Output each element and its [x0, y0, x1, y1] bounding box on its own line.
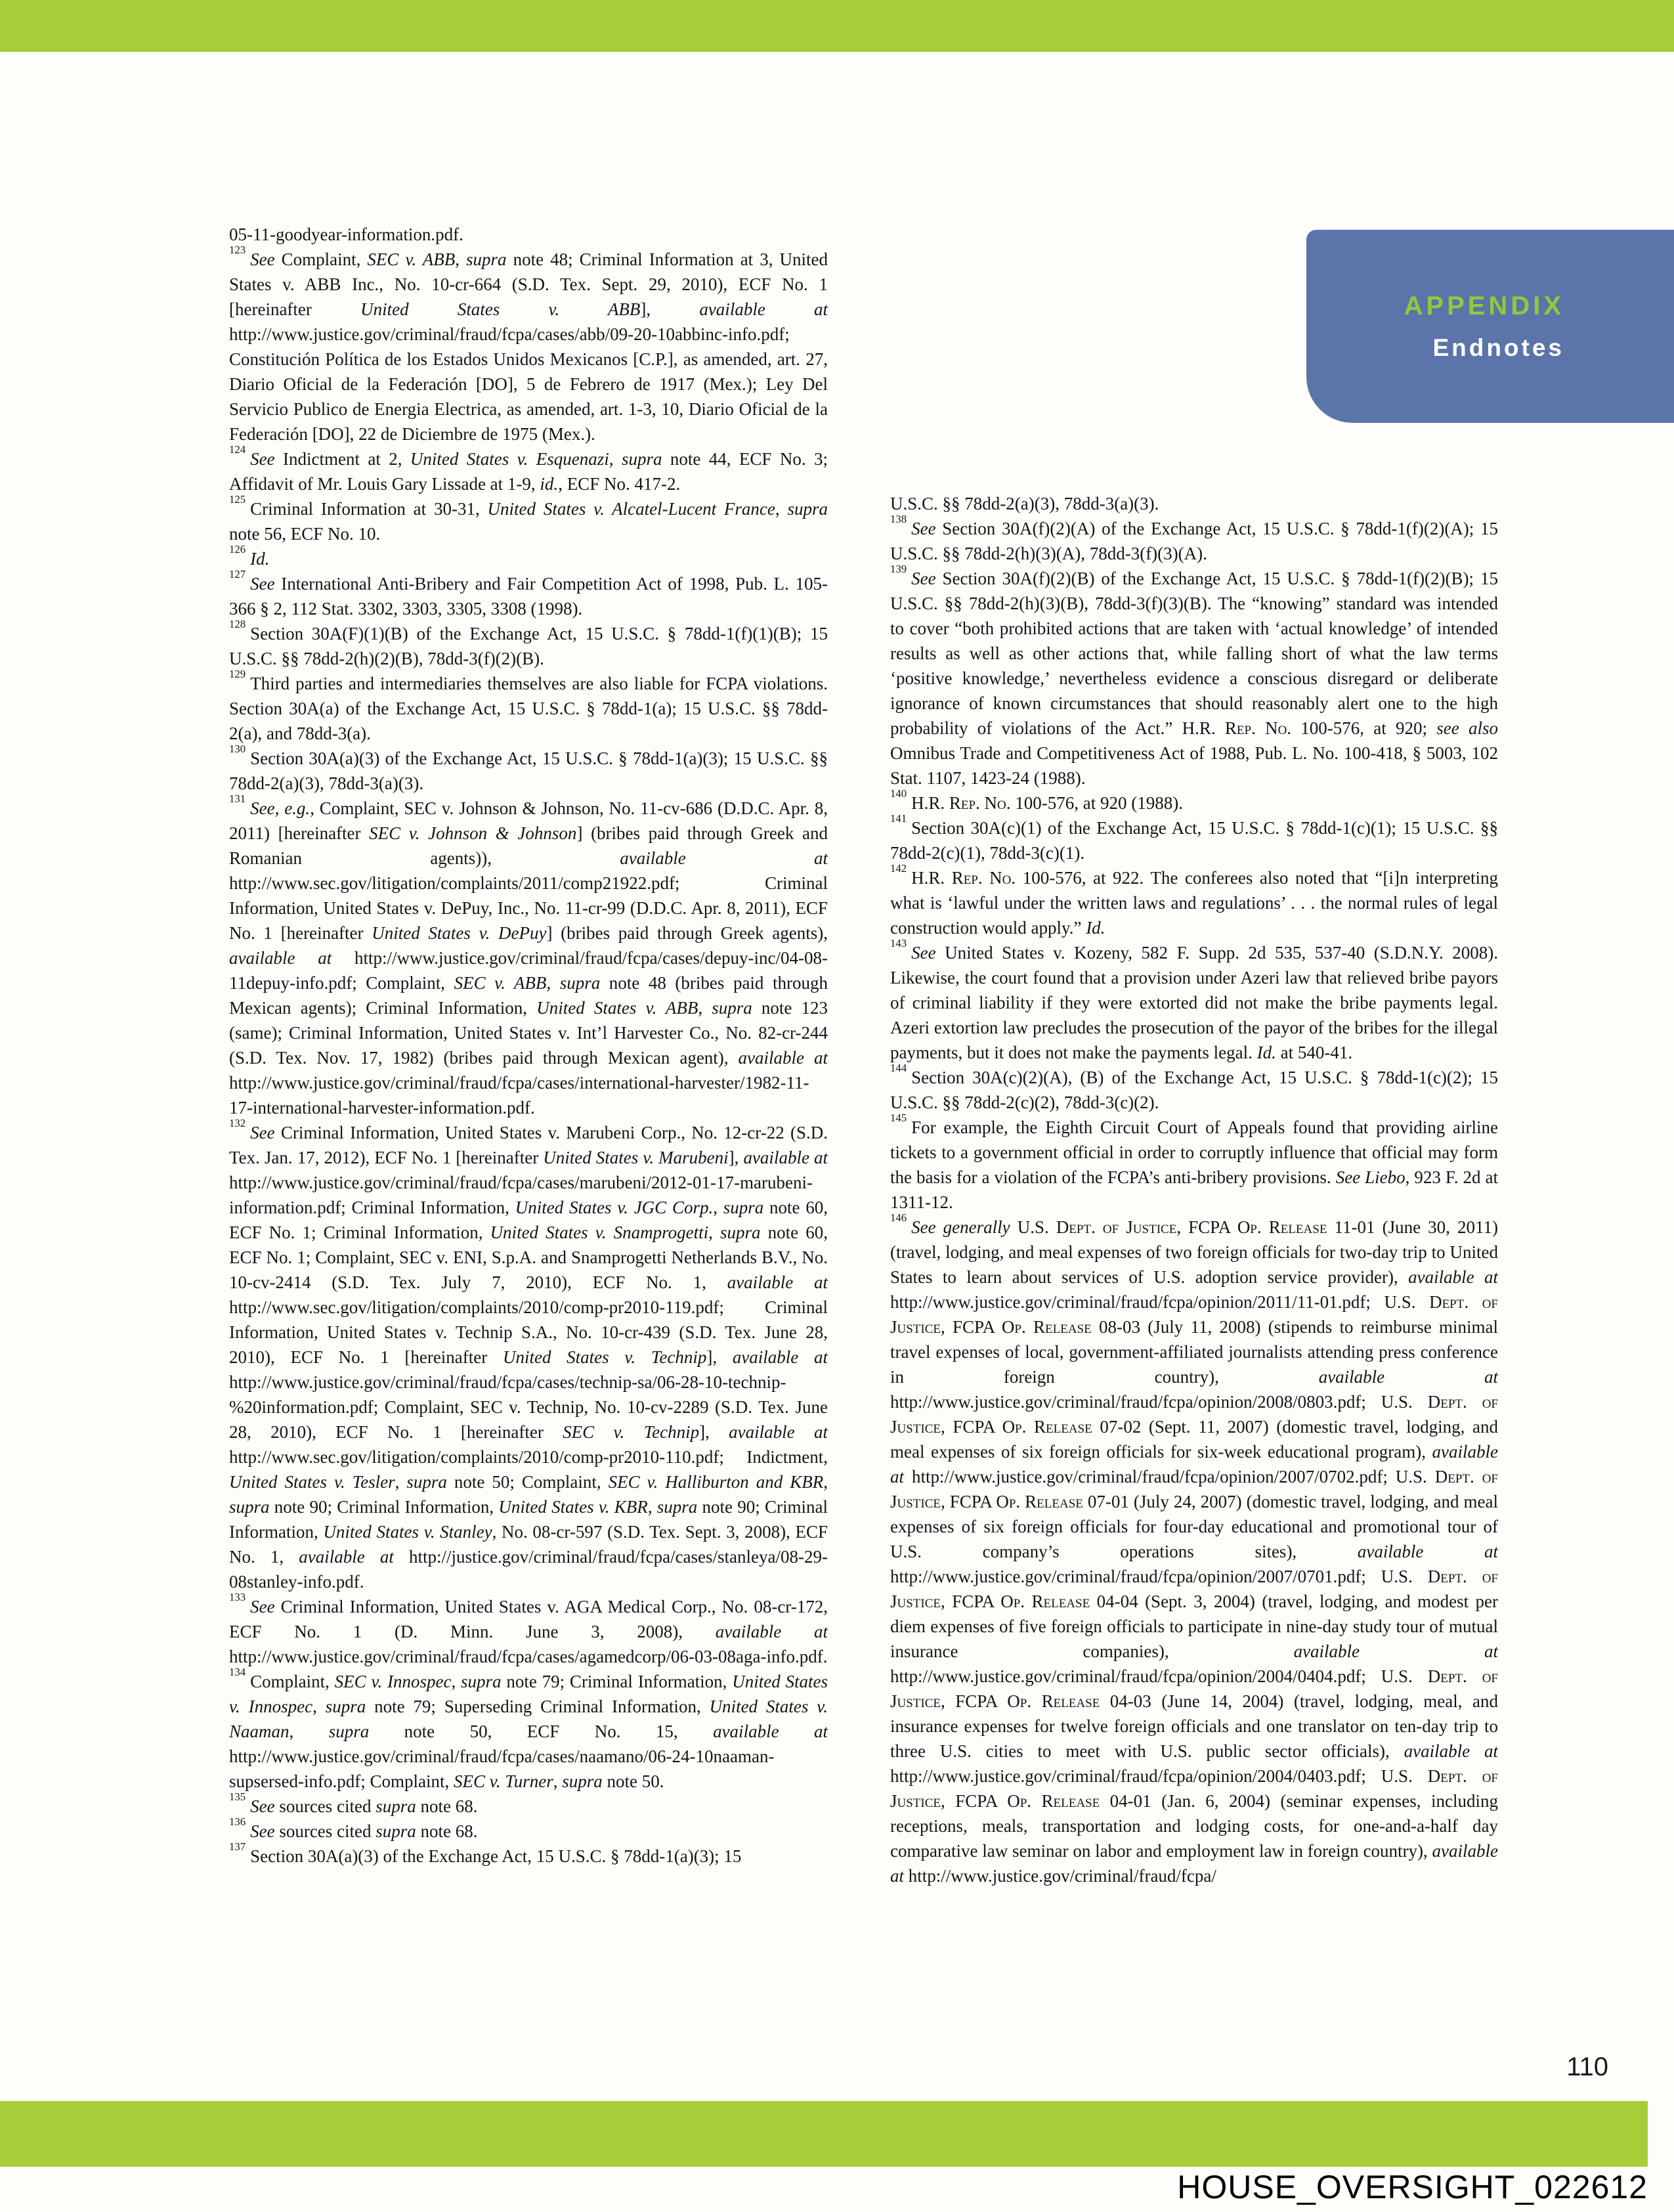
text: 04-03 (June 14, 2004) (travel, lodging, meal, and insurance expenses for twelve foreign officials and one translator on ten-day trip to three U.S. cities to meet with U.S. public sector officials),	[890, 1691, 1498, 1761]
endnote-130	[229, 743, 828, 796]
text: http://www.justice.gov/criminal/fraud/fcpa/cases/depuy-inc/04-08-11depuy-info.pdf; Complaint,	[229, 948, 828, 993]
small-caps-text: Rep. No.	[951, 868, 1016, 888]
italic-text: See	[250, 449, 275, 469]
text: ] (bribes paid through Greek agents),	[546, 923, 828, 943]
italic-text: SEC v. ABB	[367, 249, 456, 269]
text: ],	[640, 299, 700, 319]
italic-text: United States v. ABB	[360, 299, 641, 319]
text: http://www.justice.gov/criminal/fraud/fcpa/cases/agamedcorp/06-03-08aga-info.pdf.	[229, 1647, 828, 1666]
footnote-number: 128	[229, 618, 246, 631]
italic-text: See Liebo	[1335, 1167, 1406, 1187]
small-caps-text: Op. Release	[1002, 1417, 1092, 1437]
italic-text: see also	[1436, 718, 1499, 738]
text: ,	[609, 449, 622, 469]
footnote-number: 136	[229, 1815, 246, 1829]
italic-text: United States v. DePuy	[372, 923, 547, 943]
text: http://www.justice.gov/criminal/fraud/fcpa/opinion/2007/0701.pdf; U.S.	[890, 1567, 1428, 1586]
text: 100-576, at 920 (1988).	[1010, 793, 1183, 813]
italic-text: Id.	[250, 549, 270, 569]
text: Section 30A(F)(1)(B) of the Exchange Act, 15 U.S.C. § 78dd-1(f)(1)(B); 15 U.S.C. §§ 78dd-2(h)(2)(B), 78dd-3(f)(2)(B).	[229, 624, 828, 668]
footnote-number: 129	[229, 668, 246, 681]
footnote-number: 133	[229, 1591, 246, 1604]
text: , FCPA	[1176, 1217, 1237, 1237]
italic-text: supra	[562, 1771, 603, 1791]
italic-text: Id.	[1086, 918, 1105, 938]
text: 05-11-goodyear-information.pdf.	[229, 225, 463, 244]
text: , FCPA	[941, 1317, 1002, 1337]
bottom-green-bar	[0, 2101, 1648, 2167]
small-caps-text: Op. Release	[1007, 1691, 1100, 1711]
italic-text: supra	[328, 1722, 370, 1741]
footnote-number: 142	[890, 862, 907, 875]
text: International Anti-Bribery and Fair Competition Act of 1998, Pub. L. 105-366 § 2, 112 Stat. 3302, 3303, 3305, 3308 (1998).	[229, 574, 828, 618]
text: 100-576, at 922. The conferees also noted that “[i]n interpreting what is ‘lawful under the written laws and regulations’ . . . the normal rules of legal construction would apply.”	[890, 868, 1499, 938]
text: ],	[699, 1422, 729, 1442]
small-caps-text: Dept. of Justice	[890, 1292, 1498, 1337]
footnote-number: 141	[890, 812, 907, 825]
text: Complaint,	[250, 1672, 335, 1691]
italic-text: United States v. Esquenazi	[410, 449, 609, 469]
italic-text: available at	[1357, 1542, 1498, 1561]
text: ,	[289, 1722, 329, 1741]
italic-text: United States v. Alcatel-Lucent France	[487, 499, 775, 519]
text: note 123 (same); Criminal Information, United States v. Int’l Harvester Co., No. 82-cr-244 (S.D. Tex. Nov. 17, 1982) (bribes paid through Mexican agent),	[229, 998, 828, 1068]
italic-text: SEC v. ABB, supra	[454, 973, 601, 993]
italic-text: See	[911, 943, 936, 963]
italic-text: United States v. Technip	[502, 1347, 707, 1367]
italic-text: See	[250, 249, 275, 269]
footnote-number: 126	[229, 543, 246, 556]
endnote-135	[229, 1790, 828, 1819]
text: http://www.justice.gov/criminal/fraud/fcpa/opinion/2008/0803.pdf; U.S.	[890, 1392, 1428, 1412]
endnote-132	[229, 1117, 828, 1594]
italic-text: available at	[1318, 1367, 1498, 1387]
italic-text: available at	[1404, 1741, 1498, 1761]
text: http://www.sec.gov/litigation/complaints/2010/comp-pr2010-119.pdf; Criminal Information, United States v. Technip S.A., No. 10-cr-439 (S.D. Tex. June 28, 2010), ECF No. 1 [hereinafter	[229, 1297, 828, 1367]
italic-text: SEC v. Turner	[453, 1771, 553, 1791]
small-caps-text: Dept. of Justice	[890, 1567, 1498, 1611]
footnote-number: 137	[229, 1840, 246, 1854]
italic-text: supra	[621, 449, 662, 469]
text: note 56, ECF No. 10.	[229, 524, 381, 544]
text: ] (bribes paid through Greek and Romanian agents)),	[229, 823, 828, 868]
text: at 540-41.	[1276, 1043, 1353, 1062]
italic-text: available at	[229, 948, 332, 968]
small-caps-text: Rep. No.	[949, 793, 1011, 813]
text: 04-04 (Sept. 3, 2004) (travel, lodging, and modest per diem expenses of five foreign officials to participate in nine-day study tour of mutual insurance companies),	[890, 1592, 1499, 1661]
text: Section 30A(a)(3) of the Exchange Act, 15 U.S.C. § 78dd-1(a)(3); 15 U.S.C. §§ 78dd-2(a)(3), 78dd-3(a)(3).	[229, 748, 828, 793]
italic-text: available at	[1293, 1641, 1498, 1661]
italic-text: See	[250, 1597, 275, 1616]
text: ,	[823, 1472, 828, 1492]
text: 07-01 (July 24, 2007) (domestic travel, lodging, and meal expenses of six foreign officials for four-day educational and promotional tour of U.S. company’s operations sites),	[890, 1492, 1499, 1561]
text: Section 30A(f)(2)(B) of the Exchange Act, 15 U.S.C. § 78dd-1(f)(2)(B); 15 U.S.C. §§ 78dd-2(h)(3)(B), 78dd-3(f)(3)(B). The “knowing” standard was intended to cover “both prohibited actions that are taken with ‘actual knowledge’ of intended results as well as other actions that, while falling short of what the law terms ‘positive knowledge,’ nevertheless evidence a conscious disregard or deliberate ignorance of known circumstances that should reasonably alert one to the high probability of violations of the Act.” H.R.	[890, 569, 1498, 738]
text: Omnibus Trade and Competitiveness Act of 1988, Pub. L. No. 100-418, § 5003, 102 Stat. 1107, 1423-24 (1988).	[890, 743, 1498, 788]
endnote-125	[229, 493, 828, 546]
endnote-126	[229, 543, 828, 571]
text: http://www.justice.gov/criminal/fraud/fcpa/cases/naamano/06-24-10naaman-supsersed-info.pdf; Complaint,	[229, 1746, 775, 1791]
footnote-number: 146	[890, 1211, 907, 1225]
italic-text: supra	[376, 1796, 416, 1816]
text: U.S.	[1010, 1217, 1056, 1237]
small-caps-text: Dept. of Justice	[890, 1467, 1498, 1511]
text: 04-01 (Jan. 6, 2004) (seminar expenses, including receptions, meals, transportation and lodging costs, for one-and-a-half day comparative law seminar on labor and employment law in foreign country),	[890, 1791, 1498, 1861]
text: http://www.justice.gov/criminal/fraud/fcpa/	[904, 1866, 1216, 1886]
italic-text: United States v. ABB, supra	[536, 998, 752, 1018]
text: note 90; Criminal Information,	[269, 1497, 499, 1517]
text: , Complaint, SEC v. Johnson & Johnson, No. 11-cv-686 (D.D.C. Apr. 8, 2011) [hereinafter	[229, 798, 828, 843]
italic-text: supra	[406, 1472, 447, 1492]
footnote-number: 134	[229, 1666, 246, 1679]
italic-text: supra	[787, 499, 828, 519]
endnote-146	[890, 1211, 1499, 1888]
footnote-number: 130	[229, 743, 246, 756]
text: note 79; Superseding Criminal Information,	[366, 1697, 710, 1716]
italic-text: supra	[461, 1672, 502, 1691]
italic-text: available at	[727, 1272, 828, 1292]
footnote-number: 143	[890, 937, 907, 950]
text: Section 30A(f)(2)(A) of the Exchange Act, 15 U.S.C. § 78dd-1(f)(2)(A); 15 U.S.C. §§ 78dd-2(h)(3)(A), 78dd-3(f)(3)(A).	[890, 519, 1498, 563]
text: http://www.sec.gov/litigation/complaints/2011/comp21922.pdf; Criminal Information, United States v. DePuy, Inc., No. 11-cr-99 (D.D.C. Apr. 8, 2011), ECF No. 1 [hereinafter	[229, 873, 828, 943]
italic-text: available at	[715, 1622, 828, 1641]
text: ,	[553, 1771, 563, 1791]
text: United States v. Kozeny, 582 F. Supp. 2d 535, 537-40 (S.D.N.Y. 2008). Likewise, the court found that a provision under Azeri law that relieved bribe payors of criminal liability if they were extorted did not make the bribe payments legal. Azeri extortion law precludes the prosecution of the payor of the bribes for the illegal payments, but it does not make the payments legal.	[890, 943, 1498, 1062]
endnote-continuation	[890, 491, 1498, 516]
text: , 923 F. 2d at 1311-12.	[890, 1167, 1498, 1212]
italic-text: United States v. Snamprogetti	[490, 1223, 709, 1242]
italic-text: available at	[729, 1422, 828, 1442]
endnote-144	[890, 1062, 1498, 1115]
text: http://www.justice.gov/criminal/fraud/fcpa/opinion/2007/0702.pdf; U.S.	[904, 1467, 1435, 1486]
small-caps-text: Op. Release	[1007, 1791, 1100, 1811]
top-green-bar	[0, 0, 1674, 52]
footnote-number: 138	[890, 513, 907, 526]
italic-text: available at	[299, 1547, 394, 1567]
text: ,	[713, 1198, 723, 1217]
small-caps-text: Dept. of Justice	[890, 1666, 1498, 1711]
text: ,	[775, 499, 788, 519]
text: note 68.	[416, 1796, 478, 1816]
text: , ECF No. 417-2.	[558, 474, 681, 494]
text: note 79; Criminal Information,	[501, 1672, 733, 1691]
italic-text: SEC v. Innospec	[334, 1672, 452, 1691]
endnotes-column-left	[229, 222, 828, 1869]
italic-text: United States v. KBR	[498, 1497, 648, 1517]
italic-text: supra	[656, 1497, 698, 1517]
endnotes-column-right	[890, 491, 1498, 1888]
italic-text: United States v. JGC Corp.	[515, 1198, 714, 1217]
text: U.S.C. §§ 78dd-2(a)(3), 78dd-3(a)(3).	[890, 494, 1159, 513]
italic-text: supra	[723, 1198, 764, 1217]
italic-text: available at	[743, 1148, 828, 1167]
small-caps-text: Dept. of Justice	[890, 1766, 1498, 1811]
text: http://www.justice.gov/criminal/fraud/fcpa/cases/technip-sa/06-28-10-technip-%20information.pdf; Complaint, SEC v. Technip, No. 10-cv-2289 (S.D. Tex. June 28, 2010), ECF No. 1 [hereinafter	[229, 1372, 828, 1442]
endnote-141	[890, 812, 1498, 865]
endnote-142	[890, 862, 1499, 940]
italic-text: SEC v. Halliburton and KBR	[608, 1472, 824, 1492]
italic-text: See generally	[911, 1217, 1010, 1237]
endnote-124	[229, 443, 828, 496]
text: http://www.justice.gov/criminal/fraud/fcpa/opinion/2011/11-01.pdf; U.S.	[890, 1292, 1430, 1312]
appendix-subtitle: Endnotes	[1432, 334, 1564, 361]
text: Section 30A(a)(3) of the Exchange Act, 15 U.S.C. § 78dd-1(a)(3); 15	[250, 1846, 742, 1866]
text: note 50, ECF No. 15,	[369, 1722, 714, 1741]
text: ],	[728, 1148, 744, 1167]
endnote-145	[890, 1112, 1498, 1215]
italic-text: United States v. Tesler	[229, 1472, 395, 1492]
italic-text: United States v. Marubeni	[543, 1148, 729, 1167]
italic-text: See	[250, 1123, 275, 1142]
text: note 68.	[416, 1821, 478, 1841]
page-number: 110	[1566, 2052, 1608, 2081]
italic-text: SEC v. Technip	[563, 1422, 700, 1442]
text: ],	[706, 1347, 733, 1367]
text: note 48 (bribes paid through Mexican agents); Criminal Information,	[229, 973, 828, 1018]
text: , FCPA	[941, 1417, 1002, 1437]
endnote-136	[229, 1815, 828, 1844]
text: , FCPA	[941, 1791, 1008, 1811]
endnote-123	[229, 244, 828, 446]
small-caps-text: Op. Release	[1000, 1592, 1090, 1611]
text: 11-01 (June 30, 2011) (travel, lodging, and meal expenses of two foreign officials for two-day trip to United States to learn about services of U.S. adoption service provider),	[890, 1217, 1498, 1287]
italic-text: United States v. Naaman	[229, 1697, 828, 1741]
footnote-number: 140	[890, 787, 907, 800]
endnote-continuation	[229, 222, 828, 247]
text: sources cited	[274, 1821, 376, 1841]
footnote-number: 125	[229, 493, 246, 506]
endnote-128	[229, 618, 828, 671]
italic-text: See	[250, 574, 275, 594]
text: Criminal Information, United States v. Marubeni Corp., No. 12-cr-22 (S.D. Tex. Jan. 17, 2012), ECF No. 1 [hereinafter	[229, 1123, 828, 1167]
footnote-number: 145	[890, 1112, 907, 1125]
endnote-139	[890, 563, 1499, 791]
text: sources cited	[274, 1796, 376, 1816]
italic-text: supra	[720, 1223, 761, 1242]
text: note 60, ECF No. 1; Criminal Information,	[229, 1198, 828, 1242]
text: http://www.justice.gov/criminal/fraud/fcpa/cases/international-harvester/1982-11-17-international-harvester-information.pdf.	[229, 1073, 809, 1117]
italic-text: available at	[732, 1347, 828, 1367]
text: H.R.	[911, 868, 952, 888]
bates-stamp: HOUSE_OVERSIGHT_022612	[1177, 2169, 1648, 2205]
footnote-number: 139	[890, 563, 907, 576]
footnote-number: 135	[229, 1790, 246, 1804]
text: ,	[455, 249, 467, 269]
italic-text: available at	[699, 299, 828, 319]
footnote-number: 127	[229, 568, 246, 581]
italic-text: available at	[738, 1048, 828, 1068]
endnote-140	[890, 787, 1498, 815]
footnote-number: 144	[890, 1062, 907, 1075]
italic-text: available at	[620, 848, 828, 868]
small-caps-text: Op. Release	[996, 1492, 1083, 1511]
italic-text: United States v. Innospec	[229, 1672, 828, 1716]
endnote-143	[890, 937, 1498, 1065]
italic-text: See	[911, 569, 936, 588]
italic-text: See	[250, 1821, 275, 1841]
text: Section 30A(c)(2)(A), (B) of the Exchange Act, 15 U.S.C. § 78dd-1(c)(2); 15 U.S.C. §§ 78dd-2(c)(2), 78dd-3(c)(2).	[890, 1068, 1498, 1112]
text: note 90; Criminal Information,	[229, 1497, 828, 1542]
italic-text: available at	[713, 1722, 828, 1741]
text: 07-02 (Sept. 11, 2007) (domestic travel, lodging, and meal expenses of six foreign officials for six-week educational program),	[890, 1417, 1498, 1462]
text: http://www.justice.gov/criminal/fraud/fcpa/opinion/2004/0403.pdf; U.S.	[890, 1766, 1428, 1786]
italic-text: available at	[890, 1442, 1498, 1486]
small-caps-text: Dept. of Justice	[1056, 1217, 1177, 1237]
small-caps-text: Rep. No.	[1224, 718, 1292, 738]
text: , FCPA	[941, 1492, 997, 1511]
italic-text: supra	[325, 1697, 366, 1716]
italic-text: See	[250, 1796, 275, 1816]
text: note 50; Complaint,	[446, 1472, 609, 1492]
italic-text: supra	[466, 249, 507, 269]
text: 08-03 (July 11, 2008) (stipends to reimburse minimal travel expenses of local, government-affiliated journalists attending press conference in foreign country),	[890, 1317, 1498, 1387]
text: ,	[312, 1697, 326, 1716]
text: , FCPA	[941, 1691, 1008, 1711]
italic-text: SEC v. Johnson & Johnson	[369, 823, 577, 843]
italic-text: supra	[376, 1821, 416, 1841]
endnote-137	[229, 1840, 828, 1869]
text: Section 30A(c)(1) of the Exchange Act, 15 U.S.C. § 78dd-1(c)(1); 15 U.S.C. §§ 78dd-2(c)(1), 78dd-3(c)(1).	[890, 818, 1498, 863]
endnote-129	[229, 668, 828, 746]
text: Indictment at 2,	[274, 449, 410, 469]
text: note 50.	[602, 1771, 664, 1791]
italic-text: supra	[229, 1497, 270, 1517]
text: H.R.	[911, 793, 949, 813]
italic-text: Id.	[1256, 1043, 1276, 1062]
endnote-131	[229, 792, 828, 1120]
text: http://www.sec.gov/litigation/complaints/2010/comp-pr2010-110.pdf; Indictment,	[229, 1447, 828, 1467]
footnote-number: 124	[229, 443, 246, 456]
text: Criminal Information, United States v. AGA Medical Corp., No. 08-cr-172, ECF No. 1 (D. Minn. June 3, 2008),	[229, 1597, 828, 1641]
text: , FCPA	[941, 1592, 1001, 1611]
text: note 44, ECF No. 3; Affidavit of Mr. Louis Gary Lissade at 1-9,	[229, 449, 828, 494]
text: For example, the Eighth Circuit Court of Appeals found that providing airline tickets to a government official in order to corruptly influence that official may form the basis for a violation of the FCPA’s anti-bribery provisions.	[890, 1117, 1498, 1187]
small-caps-text: Dept. of Justice	[890, 1392, 1498, 1437]
text: Third parties and intermediaries themselves are also liable for FCPA violations. Section 30A(a) of the Exchange Act, 15 U.S.C. § 78dd-1(a); 15 U.S.C. §§ 78dd-2(a), and 78dd-3(a).	[229, 674, 828, 743]
endnote-134	[229, 1666, 828, 1794]
endnote-138	[890, 513, 1498, 566]
footnote-number: 132	[229, 1117, 246, 1130]
small-caps-text: Op. Release	[1001, 1317, 1092, 1337]
text: note 60, ECF No. 1; Complaint, SEC v. ENI, S.p.A. and Snamprogetti Netherlands B.V., No. 10-cv-2414 (S.D. Tex. July 7, 2010), ECF No. 1,	[229, 1223, 828, 1292]
appendix-title: APPENDIX	[1404, 291, 1564, 320]
italic-text: available at	[1408, 1267, 1498, 1287]
appendix-header-box	[1306, 230, 1674, 423]
footnote-number: 123	[229, 244, 246, 257]
italic-text: See	[911, 519, 936, 538]
text: ,	[451, 1672, 461, 1691]
text: http://www.justice.gov/criminal/fraud/fcpa/cases/abb/09-20-10abbinc-info.pdf; Constitución Política de los Estados Unidos Mexicanos [C.P.], as amended, art. 27, Diario Oficial de la Federación [DO], 5 de Febrero de 1917 (Mex.); Ley Del Servicio Publico de Energia Electrica, as amended, art. 1-3, 10, Diario Oficial de la Federación [DO], 22 de Diciembre de 1975 (Mex.).	[229, 324, 828, 444]
italic-text: id.	[540, 474, 559, 494]
endnote-127	[229, 568, 828, 621]
text: Complaint,	[274, 249, 368, 269]
italic-text: United States v. Stanley	[323, 1522, 492, 1542]
italic-text: See, e.g.	[250, 798, 311, 818]
text: ,	[647, 1497, 657, 1517]
endnote-133	[229, 1591, 828, 1669]
small-caps-text: Op. Release	[1237, 1217, 1327, 1237]
text: ,	[708, 1223, 720, 1242]
text: note 48; Criminal Information at 3, United States v. ABB Inc., No. 10-cr-664 (S.D. Tex. Sept. 29, 2010), ECF No. 1 [hereinafter	[229, 249, 828, 319]
text: Criminal Information at 30-31,	[250, 499, 488, 519]
text: http://www.justice.gov/criminal/fraud/fcpa/cases/marubeni/2012-01-17-marubeni-information.pdf; Criminal Information,	[229, 1173, 813, 1217]
text: 100-576, at 920;	[1291, 718, 1437, 738]
text: http://justice.gov/criminal/fraud/fcpa/cases/stanleya/08-29-08stanley-info.pdf.	[229, 1547, 828, 1592]
footnote-number: 131	[229, 792, 246, 806]
text: ,	[395, 1472, 407, 1492]
italic-text: available at	[890, 1841, 1498, 1886]
text: http://www.justice.gov/criminal/fraud/fcpa/opinion/2004/0404.pdf; U.S.	[890, 1666, 1428, 1686]
text: , No. 08-cr-597 (S.D. Tex. Sept. 3, 2008), ECF No. 1,	[229, 1522, 828, 1567]
